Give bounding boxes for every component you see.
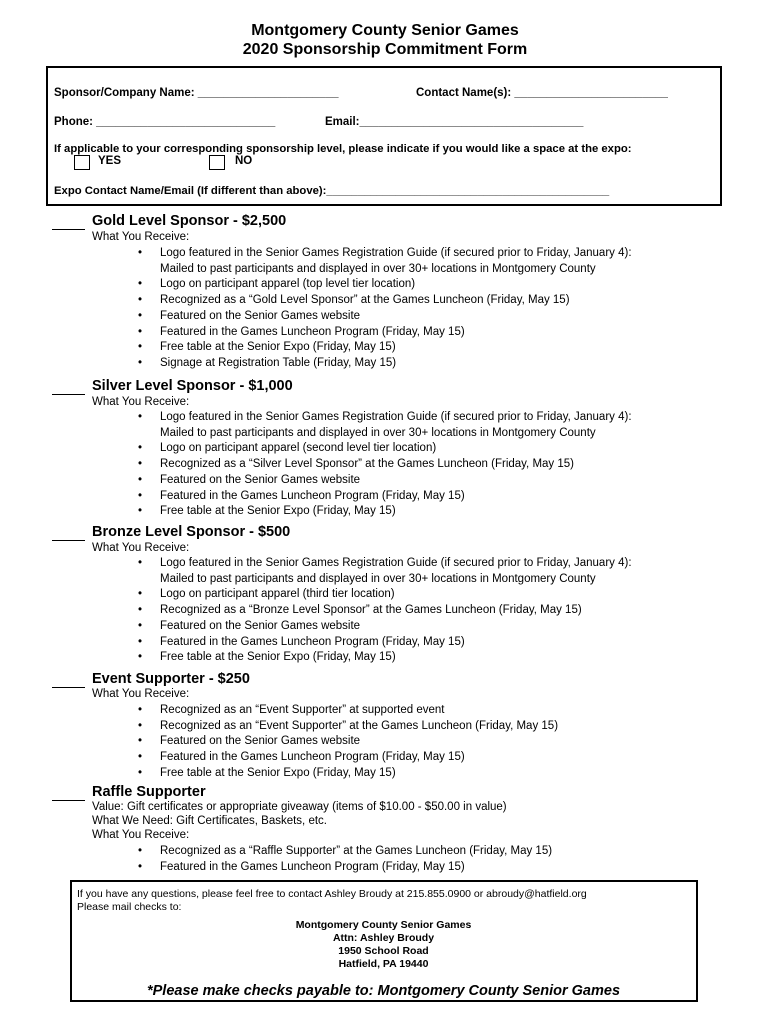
footer-contact-box (70, 880, 698, 1002)
list-item: • Signage at Registration Table (Friday, May 15) (138, 356, 632, 372)
list-item: • Featured on the Senior Games website (138, 309, 632, 325)
list-item: • Logo featured in the Senior Games Registration Guide (if secured prior to Friday, January 4): Mailed to past participants and displayed in over 30+ locations in Montgomery County (138, 246, 632, 277)
event-benefits-list (138, 703, 558, 782)
list-item: • Logo on participant apparel (second level tier location) (138, 441, 632, 457)
payable-note: *Please make checks payable to: Montgomery County Senior Games (146, 983, 621, 999)
list-item: • Logo on participant apparel (top level tier location) (138, 277, 632, 293)
list-item: • Featured on the Senior Games website (138, 473, 632, 489)
mail-checks-text: Please mail checks to: (77, 901, 182, 913)
yes-label: YES (98, 155, 122, 167)
list-item: • Logo featured in the Senior Games Registration Guide (if secured prior to Friday, January 4): Mailed to past participants and displayed in over 30+ locations in Montgomery County (138, 410, 632, 441)
email-field[interactable]: Email:___________________________________ (325, 116, 584, 128)
list-item: • Free table at the Senior Expo (Friday, May 15) (138, 340, 632, 356)
event-receive-label: What You Receive: (92, 688, 190, 700)
gold-benefits-list (138, 246, 632, 372)
no-label: NO (235, 155, 253, 167)
list-item: • Featured in the Games Luncheon Program (Friday, May 15) (138, 750, 558, 766)
silver-benefits-list (138, 410, 632, 520)
list-item: • Featured on the Senior Games website (138, 734, 558, 750)
form-title: Montgomery County Senior Games (251, 22, 519, 39)
raffle-receive-label: What You Receive: (92, 829, 190, 841)
list-item: • Recognized as a “Raffle Supporter” at the Games Luncheon (Friday, May 15) (138, 844, 552, 860)
no-checkbox[interactable] (209, 155, 225, 170)
silver-level-title: Silver Level Sponsor - $1,000 (92, 378, 293, 394)
gold-checkoff-line[interactable] (52, 229, 85, 230)
list-item: • Recognized as a “Bronze Level Sponsor” at the Games Luncheon (Friday, May 15) (138, 603, 632, 619)
questions-text: If you have any questions, please feel free to contact Ashley Broudy at 215.855.0900 or abroudy@hatfield.org (77, 888, 587, 900)
event-supporter-title: Event Supporter - $250 (92, 671, 250, 687)
silver-checkoff-line[interactable] (52, 394, 85, 395)
list-item: • Recognized as an “Event Supporter” at supported event (138, 703, 558, 719)
raffle-benefits-list (138, 844, 552, 875)
list-item: • Featured in the Games Luncheon Program (Friday, May 15) (138, 489, 632, 505)
bronze-level-title: Bronze Level Sponsor - $500 (92, 524, 291, 540)
silver-receive-label: What You Receive: (92, 396, 190, 408)
list-item: • Logo on participant apparel (third tier location) (138, 587, 632, 603)
bronze-checkoff-line[interactable] (52, 540, 85, 541)
address-line-1: Montgomery County Senior Games (295, 919, 472, 931)
expo-question: If applicable to your corresponding sponsorship level, please indicate if you would like a space at the expo: (54, 143, 632, 155)
list-item: • Recognized as a “Gold Level Sponsor” at the Games Luncheon (Friday, May 15) (138, 293, 632, 309)
phone-field[interactable]: Phone: ____________________________ (54, 116, 276, 128)
address-line-3: 1950 School Road (338, 945, 429, 957)
address-line-4: Hatfield, PA 19440 (338, 958, 429, 970)
list-item: • Featured on the Senior Games website (138, 619, 632, 635)
event-checkoff-line[interactable] (52, 687, 85, 688)
raffle-value-text: Value: Gift certificates or appropriate giveaway (items of $10.00 - $50.00 in value) (92, 801, 507, 813)
list-item: • Free table at the Senior Expo (Friday, May 15) (138, 650, 632, 666)
form-subtitle: 2020 Sponsorship Commitment Form (242, 41, 528, 58)
address-line-2: Attn: Ashley Broudy (332, 932, 435, 944)
raffle-checkoff-line[interactable] (52, 800, 85, 801)
list-item: • Featured in the Games Luncheon Program (Friday, May 15) (138, 860, 552, 876)
list-item: • Featured in the Games Luncheon Program (Friday, May 15) (138, 325, 632, 341)
list-item: • Logo featured in the Senior Games Registration Guide (if secured prior to Friday, January 4): Mailed to past participants and displayed in over 30+ locations in Montgomery County (138, 556, 632, 587)
gold-receive-label: What You Receive: (92, 231, 190, 243)
list-item: • Featured in the Games Luncheon Program (Friday, May 15) (138, 635, 632, 651)
list-item: • Recognized as a “Silver Level Sponsor” at the Games Luncheon (Friday, May 15) (138, 457, 632, 473)
contact-names-field[interactable]: Contact Name(s): ________________________ (416, 87, 668, 99)
list-item: • Recognized as an “Event Supporter” at the Games Luncheon (Friday, May 15) (138, 719, 558, 735)
bronze-benefits-list (138, 556, 632, 666)
gold-level-title: Gold Level Sponsor - $2,500 (92, 213, 287, 229)
sponsor-name-field[interactable]: Sponsor/Company Name: ______________________ (54, 87, 339, 99)
sponsor-info-box (46, 66, 722, 206)
bronze-receive-label: What You Receive: (92, 542, 190, 554)
raffle-supporter-title: Raffle Supporter (92, 784, 206, 800)
list-item: • Free table at the Senior Expo (Friday, May 15) (138, 766, 558, 782)
list-item: • Free table at the Senior Expo (Friday, May 15) (138, 504, 632, 520)
yes-checkbox[interactable] (74, 155, 90, 170)
raffle-need-text: What We Need: Gift Certificates, Baskets, etc. (92, 815, 327, 827)
expo-contact-field[interactable]: Expo Contact Name/Email (If different than above):_____________________________________________ (54, 185, 610, 197)
